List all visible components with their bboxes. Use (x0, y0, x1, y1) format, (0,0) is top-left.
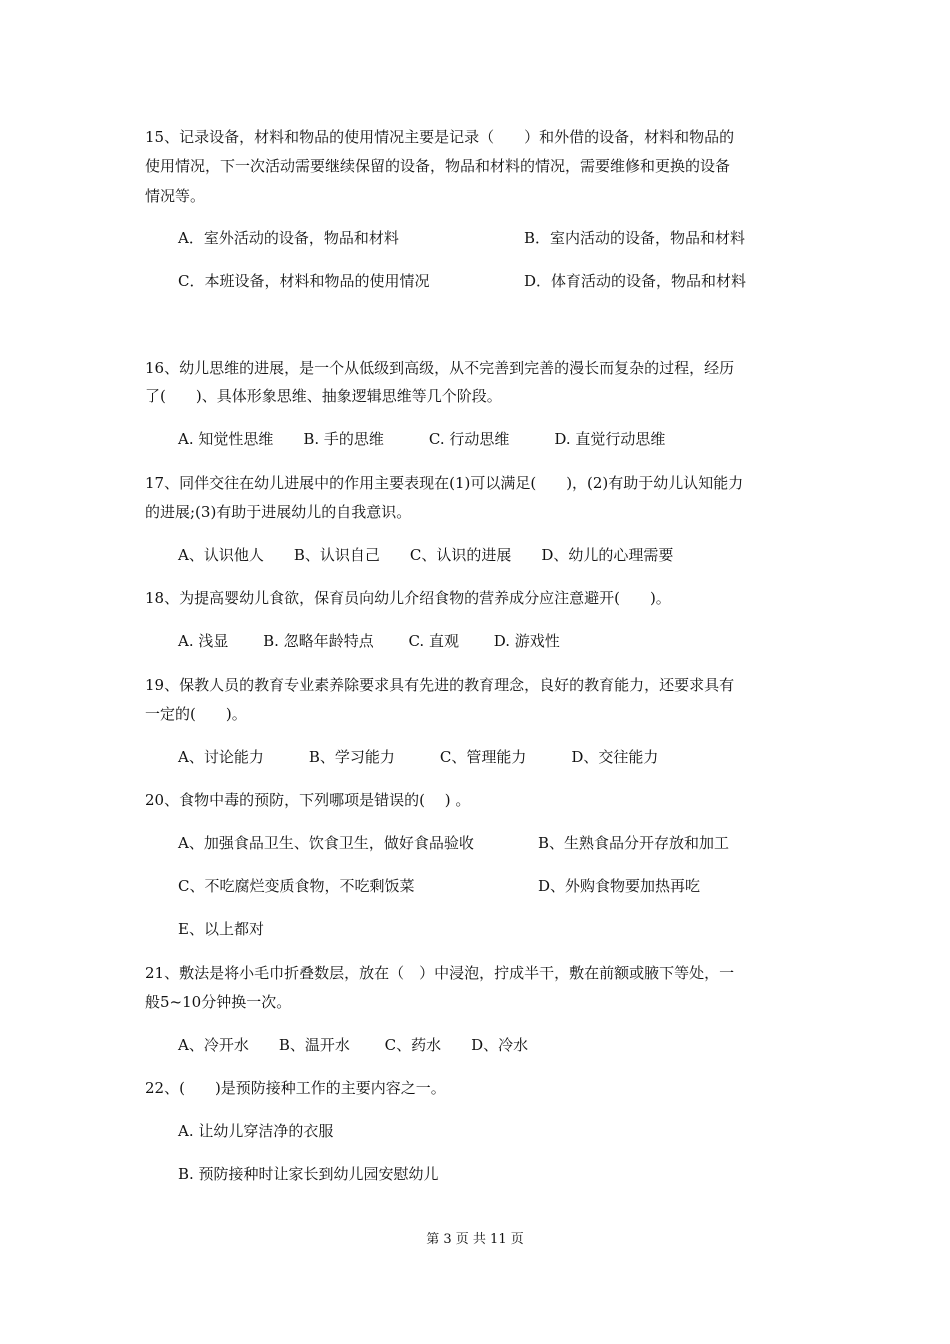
q21-line-1: 21、敷法是将小毛巾折叠数层，放在（ ）中浸泡，拧成半干，敷在前额或腋下等处，一 (145, 964, 735, 982)
q17-line-1: 17、同伴交往在幼儿进展中的作用主要表现在(1)可以满足( )，(2)有助于幼儿认知能力 (145, 474, 744, 492)
q22-line-1: 22、( )是预防接种工作的主要内容之一。 (145, 1079, 446, 1097)
q16-options: A. 知觉性思维 B. 手的思维 C. 行动思维 D. 直觉行动思维 (178, 430, 666, 448)
q22-option-b: B. 预防接种时让家长到幼儿园安慰幼儿 (178, 1165, 439, 1183)
q16-line-1: 16、幼儿思维的进展，是一个从低级到高级，从不完善到完善的漫长而复杂的过程，经历 (145, 359, 735, 377)
q17-line-2: 的进展;(3)有助于进展幼儿的自我意识。 (145, 503, 412, 521)
q21-options: A、冷开水 B、温开水 C、药水 D、冷水 (178, 1036, 529, 1054)
page-footer: 第 3 页 共 11 页 (426, 1232, 524, 1247)
q20-line-1: 20、食物中毒的预防，下列哪项是错误的( ) 。 (145, 791, 471, 809)
q15-line-3: 情况等。 (145, 187, 206, 205)
q20-option-c: C、不吃腐烂变质食物，不吃剩饭菜 (178, 877, 415, 895)
q15-option-d: D．体育活动的设备，物品和材料 (524, 272, 747, 290)
q16-line-2: 了( )、具体形象思维、抽象逻辑思维等几个阶段。 (145, 387, 502, 405)
q18-options: A. 浅显 B. 忽略年龄特点 C. 直观 D. 游戏性 (178, 632, 560, 650)
q15-option-a: A．室外活动的设备，物品和材料 (178, 229, 399, 247)
q20-option-a: A、加强食品卫生、饮食卫生，做好食品验收 (178, 834, 474, 852)
q20-option-b: B、生熟食品分开存放和加工 (538, 834, 730, 852)
q19-options: A、讨论能力 B、学习能力 C、管理能力 D、交往能力 (178, 748, 659, 766)
q18-line-1: 18、为提高婴幼儿食欲，保育员向幼儿介绍食物的营养成分应注意避开( )。 (145, 589, 671, 607)
q19-line-1: 19、保教人员的教育专业素养除要求具有先进的教育理念，良好的教育能力，还要求具有 (145, 676, 735, 694)
q21-line-2: 般5~10分钟换一次。 (145, 993, 292, 1011)
q15-option-b: B．室内活动的设备，物品和材料 (524, 229, 746, 247)
q19-line-2: 一定的( )。 (145, 705, 247, 723)
q15-line-1: 15、记录设备，材料和物品的使用情况主要是记录（ ）和外借的设备，材料和物品的 (145, 128, 735, 146)
q20-option-d: D、外购食物要加热再吃 (538, 877, 701, 895)
q15-line-2: 使用情况，下一次活动需要继续保留的设备，物品和材料的情况，需要维修和更换的设备 (145, 157, 731, 175)
q22-option-a: A. 让幼儿穿洁净的衣服 (178, 1122, 334, 1140)
q17-options: A、认识他人 B、认识自己 C、认识的进展 D、幼儿的心理需要 (178, 546, 674, 564)
q20-option-e: E、以上都对 (178, 920, 264, 938)
q15-option-c: C．本班设备，材料和物品的使用情况 (178, 272, 430, 290)
